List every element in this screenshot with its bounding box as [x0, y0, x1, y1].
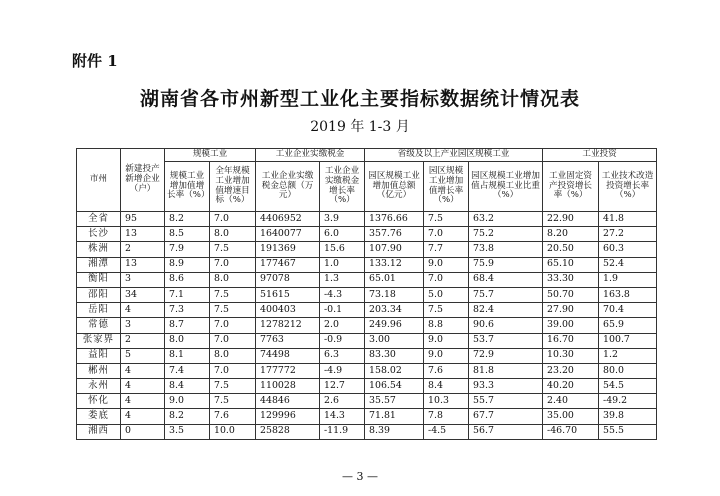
table-cell: 7763 [256, 333, 320, 348]
table-cell: 191369 [256, 242, 320, 257]
table-cell: 110028 [256, 379, 320, 394]
city-cell: 益阳 [77, 348, 121, 363]
table-cell: 13 [121, 257, 165, 272]
table-cell: 7.5 [210, 379, 256, 394]
city-cell: 怀化 [77, 394, 121, 409]
table-cell: 7.0 [210, 363, 256, 378]
table-row [77, 303, 657, 318]
table-cell: 7.4 [165, 363, 210, 378]
table-cell: 3.00 [365, 333, 424, 348]
table-cell: 70.4 [599, 303, 657, 318]
table-row [77, 257, 657, 272]
table-cell: 7.9 [165, 242, 210, 257]
table-row [77, 272, 657, 287]
table-cell: 107.90 [365, 242, 424, 257]
table-cell: 73.8 [469, 242, 543, 257]
table-cell: 9.0 [424, 257, 469, 272]
table-cell: 7.5 [210, 287, 256, 302]
table-cell: 23.20 [543, 363, 599, 378]
table-cell: 53.7 [469, 333, 543, 348]
city-cell: 岳阳 [77, 303, 121, 318]
table-cell: 1640077 [256, 227, 320, 242]
table-cell: 4 [121, 363, 165, 378]
table-cell: 7.5 [210, 303, 256, 318]
table-cell: 95 [121, 212, 165, 227]
table-cell: 1.0 [320, 257, 365, 272]
table-cell: 1278212 [256, 318, 320, 333]
header-group-invest: 工业投资 [543, 149, 657, 162]
table-row [77, 424, 657, 439]
table-cell: 1.3 [320, 272, 365, 287]
table-cell: 7.5 [210, 242, 256, 257]
header-park-growth: 园区规模工业增加值增长率（%） [424, 162, 469, 212]
table-cell: 54.5 [599, 379, 657, 394]
table-row [77, 287, 657, 302]
table-cell: 3 [121, 272, 165, 287]
table-cell: 2.40 [543, 394, 599, 409]
table-cell: 73.18 [365, 287, 424, 302]
table-cell: 40.20 [543, 379, 599, 394]
table-cell: 72.9 [469, 348, 543, 363]
table-cell: 7.0 [424, 227, 469, 242]
city-cell: 邵阳 [77, 287, 121, 302]
table-cell: 8.5 [165, 227, 210, 242]
table-cell: 177772 [256, 363, 320, 378]
table-cell: 8.1 [165, 348, 210, 363]
table-cell: 8.0 [210, 272, 256, 287]
table-cell: 1.9 [599, 272, 657, 287]
table-row [77, 333, 657, 348]
header-group-tax: 工业企业实缴税金 [256, 149, 365, 162]
table-cell: 51615 [256, 287, 320, 302]
table-cell: -0.9 [320, 333, 365, 348]
table-cell: 10.3 [424, 394, 469, 409]
table-row [77, 227, 657, 242]
table-cell: 16.70 [543, 333, 599, 348]
table-cell: -4.9 [320, 363, 365, 378]
header-tax-total: 工业企业实缴税金总额（万元） [256, 162, 320, 212]
table-cell: 7.7 [424, 242, 469, 257]
table-cell: 7.3 [165, 303, 210, 318]
table-cell: 12.7 [320, 379, 365, 394]
table-cell: 158.02 [365, 363, 424, 378]
table-cell: 0 [121, 424, 165, 439]
city-cell: 常德 [77, 318, 121, 333]
table-cell: 15.6 [320, 242, 365, 257]
table-cell: 100.7 [599, 333, 657, 348]
table-cell: 8.8 [424, 318, 469, 333]
table-cell: 2 [121, 242, 165, 257]
table-cell: 55.7 [469, 394, 543, 409]
table-cell: 74498 [256, 348, 320, 363]
table-cell: 60.3 [599, 242, 657, 257]
table-cell: 82.4 [469, 303, 543, 318]
table-cell: 65.9 [599, 318, 657, 333]
table-cell: -11.9 [320, 424, 365, 439]
table-cell: 35.57 [365, 394, 424, 409]
table-cell: 80.0 [599, 363, 657, 378]
header-park-value: 园区规模工业增加值总额（亿元） [365, 162, 424, 212]
table-cell: 90.6 [469, 318, 543, 333]
city-cell: 衡阳 [77, 272, 121, 287]
table-cell: 7.8 [424, 409, 469, 424]
statistics-table [76, 148, 657, 440]
header-new-enterprises: 新建投产新增企业（户） [121, 149, 165, 212]
table-cell: 6.0 [320, 227, 365, 242]
table-cell: 27.90 [543, 303, 599, 318]
table-cell: 25828 [256, 424, 320, 439]
table-cell: 5 [121, 348, 165, 363]
table-cell: 129996 [256, 409, 320, 424]
table-cell: -46.70 [543, 424, 599, 439]
table-header [77, 149, 657, 212]
table-cell: 177467 [256, 257, 320, 272]
table-cell: 9.0 [424, 333, 469, 348]
table-cell: 1376.66 [365, 212, 424, 227]
table-cell: 203.34 [365, 303, 424, 318]
city-cell: 永州 [77, 379, 121, 394]
table-cell: 44846 [256, 394, 320, 409]
table-cell: 8.4 [424, 379, 469, 394]
table-cell: 7.0 [210, 318, 256, 333]
table-cell: -4.5 [424, 424, 469, 439]
table-cell: 65.01 [365, 272, 424, 287]
table-cell: 4406952 [256, 212, 320, 227]
page-number: — 3 — [342, 470, 378, 483]
table-cell: 8.6 [165, 272, 210, 287]
table-cell: 106.54 [365, 379, 424, 394]
table-cell: 8.20 [543, 227, 599, 242]
city-cell: 郴州 [77, 363, 121, 378]
table-cell: 7.6 [424, 363, 469, 378]
table-cell: 63.2 [469, 212, 543, 227]
table-cell: 2.6 [320, 394, 365, 409]
table-cell: 39.00 [543, 318, 599, 333]
table-cell: 75.9 [469, 257, 543, 272]
annex-label: 附件 1 [72, 52, 118, 70]
city-cell: 湘潭 [77, 257, 121, 272]
header-scale-target: 全年规模工业增加值增速目标（%） [210, 162, 256, 212]
table-cell: -4.3 [320, 287, 365, 302]
table-cell: 8.7 [165, 318, 210, 333]
table-cell: -0.1 [320, 303, 365, 318]
table-cell: 5.0 [424, 287, 469, 302]
city-cell: 张家界 [77, 333, 121, 348]
table-cell: 20.50 [543, 242, 599, 257]
header-invest-fixed: 工业固定资产投资增长率（%） [543, 162, 599, 212]
table-cell: 4 [121, 379, 165, 394]
table-cell: 7.1 [165, 287, 210, 302]
table-cell: 400403 [256, 303, 320, 318]
table-cell: 22.90 [543, 212, 599, 227]
table-cell: 93.3 [469, 379, 543, 394]
table-cell: 27.2 [599, 227, 657, 242]
table-row [77, 379, 657, 394]
table-row [77, 212, 657, 227]
table-cell: 7.0 [424, 272, 469, 287]
table-cell: 4 [121, 394, 165, 409]
table-cell: 7.0 [210, 212, 256, 227]
table-cell: 67.7 [469, 409, 543, 424]
table-cell: 8.9 [165, 257, 210, 272]
table-cell: 249.96 [365, 318, 424, 333]
table-row [77, 348, 657, 363]
table-cell: 8.0 [165, 333, 210, 348]
table-cell: 163.8 [599, 287, 657, 302]
table-cell: 2 [121, 333, 165, 348]
city-cell: 全省 [77, 212, 121, 227]
header-invest-tech: 工业技术改造投资增长率（%） [599, 162, 657, 212]
table-cell: 7.5 [424, 212, 469, 227]
table-cell: 8.4 [165, 379, 210, 394]
table-cell: 14.3 [320, 409, 365, 424]
table-cell: 8.0 [210, 348, 256, 363]
header-scale-growth: 规模工业增加值增长率（%） [165, 162, 210, 212]
table-cell: 13 [121, 227, 165, 242]
table-cell: 4 [121, 303, 165, 318]
document-title: 湖南省各市州新型工业化主要指标数据统计情况表 [139, 88, 580, 110]
table-cell: 56.7 [469, 424, 543, 439]
table-body [77, 212, 657, 440]
table-cell: 3.9 [320, 212, 365, 227]
table-cell: 71.81 [365, 409, 424, 424]
city-cell: 株洲 [77, 242, 121, 257]
table-cell: 9.0 [165, 394, 210, 409]
table-cell: 4 [121, 409, 165, 424]
table-cell: -49.2 [599, 394, 657, 409]
table-cell: 3.5 [165, 424, 210, 439]
table-cell: 8.39 [365, 424, 424, 439]
header-group-scale: 规模工业 [165, 149, 256, 162]
table-cell: 8.2 [165, 409, 210, 424]
table-cell: 9.0 [424, 348, 469, 363]
table-cell: 97078 [256, 272, 320, 287]
city-cell: 长沙 [77, 227, 121, 242]
table-cell: 7.0 [210, 333, 256, 348]
header-city: 市州 [77, 149, 121, 212]
table-cell: 7.6 [210, 409, 256, 424]
table-cell: 7.5 [424, 303, 469, 318]
table-cell: 1.2 [599, 348, 657, 363]
city-cell: 湘西 [77, 424, 121, 439]
table-cell: 8.0 [210, 227, 256, 242]
table-cell: 81.8 [469, 363, 543, 378]
table-cell: 8.2 [165, 212, 210, 227]
table-cell: 7.5 [210, 394, 256, 409]
header-tax-growth: 工业企业实缴税金增长率（%） [320, 162, 365, 212]
table-row [77, 394, 657, 409]
report-period: 2019 年 1-3 月 [310, 119, 410, 135]
table-cell: 39.8 [599, 409, 657, 424]
table-row [77, 318, 657, 333]
table-cell: 50.70 [543, 287, 599, 302]
table-cell: 2.0 [320, 318, 365, 333]
table-cell: 52.4 [599, 257, 657, 272]
table-cell: 55.5 [599, 424, 657, 439]
table-cell: 41.8 [599, 212, 657, 227]
header-park-share: 园区规模工业增加值占规模工业比重（%） [469, 162, 543, 212]
table-row [77, 363, 657, 378]
table-cell: 33.30 [543, 272, 599, 287]
table-cell: 75.2 [469, 227, 543, 242]
table-cell: 68.4 [469, 272, 543, 287]
table-cell: 65.10 [543, 257, 599, 272]
table-cell: 10.0 [210, 424, 256, 439]
table-cell: 3 [121, 318, 165, 333]
table-cell: 10.30 [543, 348, 599, 363]
table-cell: 75.7 [469, 287, 543, 302]
header-group-park: 省级及以上产业园区规模工业 [365, 149, 543, 162]
table-cell: 6.3 [320, 348, 365, 363]
table-cell: 133.12 [365, 257, 424, 272]
table-row [77, 242, 657, 257]
table-row [77, 409, 657, 424]
table-cell: 83.30 [365, 348, 424, 363]
city-cell: 娄底 [77, 409, 121, 424]
table-cell: 7.0 [210, 257, 256, 272]
table-cell: 35.00 [543, 409, 599, 424]
table-cell: 357.76 [365, 227, 424, 242]
table-cell: 34 [121, 287, 165, 302]
